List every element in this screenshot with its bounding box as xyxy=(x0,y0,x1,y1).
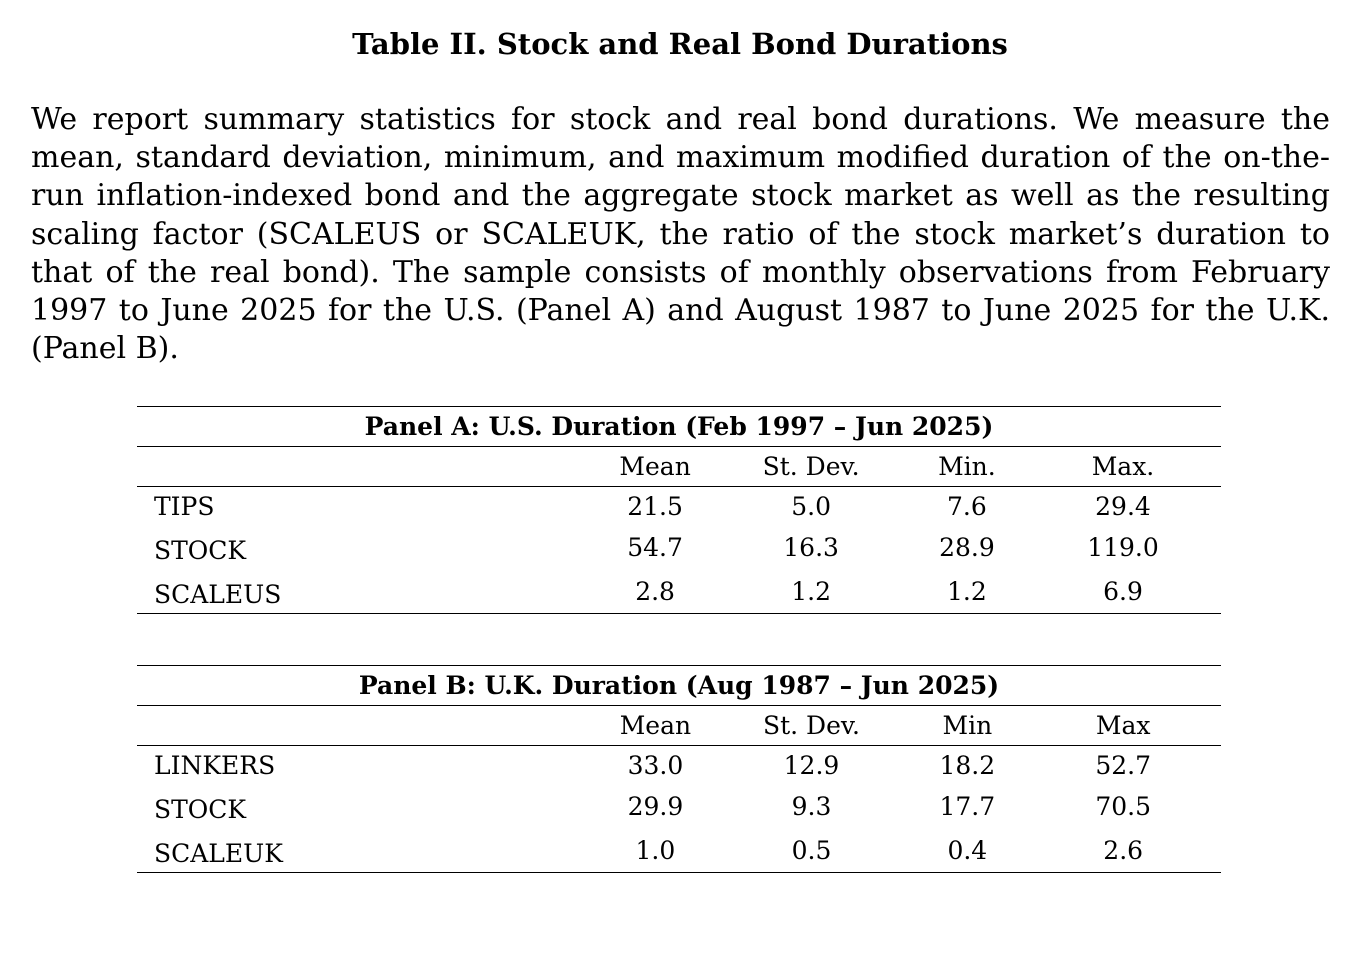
cell-mean: 2.8 xyxy=(597,569,714,614)
column-header-label xyxy=(137,706,597,746)
column-header-max: Max xyxy=(1025,706,1221,746)
cell-max: 119.0 xyxy=(1087,532,1159,562)
table-row xyxy=(137,784,1221,828)
cell-st-dev: 16.3 xyxy=(783,532,839,562)
row-label: TIPS xyxy=(154,491,215,521)
panel-b-header-row xyxy=(137,706,1221,746)
column-header-max: Max. xyxy=(1025,447,1221,487)
column-header-st-dev: St. Dev. xyxy=(713,447,908,487)
cell-st-dev: 1.2 xyxy=(713,569,908,614)
row-label: SCALEUS xyxy=(137,569,597,614)
table-row xyxy=(137,828,1221,873)
cell-st-dev: 9.3 xyxy=(791,791,832,821)
row-label: LINKERS xyxy=(154,750,276,780)
table-row xyxy=(137,746,1221,785)
table-row xyxy=(137,569,1221,614)
column-header-mean: Mean xyxy=(597,447,714,487)
column-header-mean: Mean xyxy=(597,706,714,746)
cell-mean: 29.9 xyxy=(627,791,684,821)
cell-max: 52.7 xyxy=(1095,750,1152,780)
panel-b-table xyxy=(137,665,1221,873)
cell-min: 1.2 xyxy=(909,569,1025,614)
cell-max: 70.5 xyxy=(1095,791,1152,821)
row-label: SCALEUK xyxy=(137,828,597,873)
cell-mean: 1.0 xyxy=(597,828,714,873)
row-label: STOCK xyxy=(154,794,247,824)
table-title: Table II. Stock and Real Bond Durations xyxy=(352,27,1008,61)
column-header-min: Min. xyxy=(909,447,1025,487)
cell-st-dev: 12.9 xyxy=(783,750,840,780)
column-header-min: Min xyxy=(909,706,1025,746)
cell-mean: 33.0 xyxy=(627,750,684,780)
panel-a-title: Panel A: U.S. Duration (Feb 1997 – Jun 2025) xyxy=(137,407,1221,447)
table-row xyxy=(137,487,1221,526)
table-caption: We report summary statistics for stock and real bond durations. We measure the mean, standard deviation, minimum, and maximum modified duration of the on-the-run inflation-indexed bond and the aggregate stock market as well as the resulting scaling factor (SCALEUS or SCALEUK, the ratio of the stock market’s duration to that of the real bond). The sample consists of monthly observations from February 1997 to June 2025 for the U.S. (Panel A) and August 1987 to June 2025 for the U.K. (Panel B). xyxy=(31,102,1330,367)
panel-a-header-row xyxy=(137,447,1221,487)
column-header-label xyxy=(137,447,597,487)
cell-min: 17.7 xyxy=(939,791,996,821)
column-header-st-dev: St. Dev. xyxy=(714,706,910,746)
panel-b-title: Panel B: U.K. Duration (Aug 1987 – Jun 2025) xyxy=(137,666,1221,706)
cell-st-dev: 5.0 xyxy=(791,491,831,521)
cell-mean: 54.7 xyxy=(627,532,683,562)
cell-max: 2.6 xyxy=(1025,828,1221,873)
cell-min: 18.2 xyxy=(939,750,996,780)
cell-mean: 21.5 xyxy=(627,491,683,521)
panel-a-table xyxy=(137,406,1221,614)
cell-max: 29.4 xyxy=(1095,491,1151,521)
cell-min: 7.6 xyxy=(947,491,987,521)
row-label: STOCK xyxy=(154,535,247,565)
cell-min: 0.4 xyxy=(909,828,1025,873)
cell-min: 28.9 xyxy=(939,532,995,562)
cell-st-dev: 0.5 xyxy=(714,828,910,873)
table-row xyxy=(137,525,1221,569)
cell-max: 6.9 xyxy=(1025,569,1221,614)
